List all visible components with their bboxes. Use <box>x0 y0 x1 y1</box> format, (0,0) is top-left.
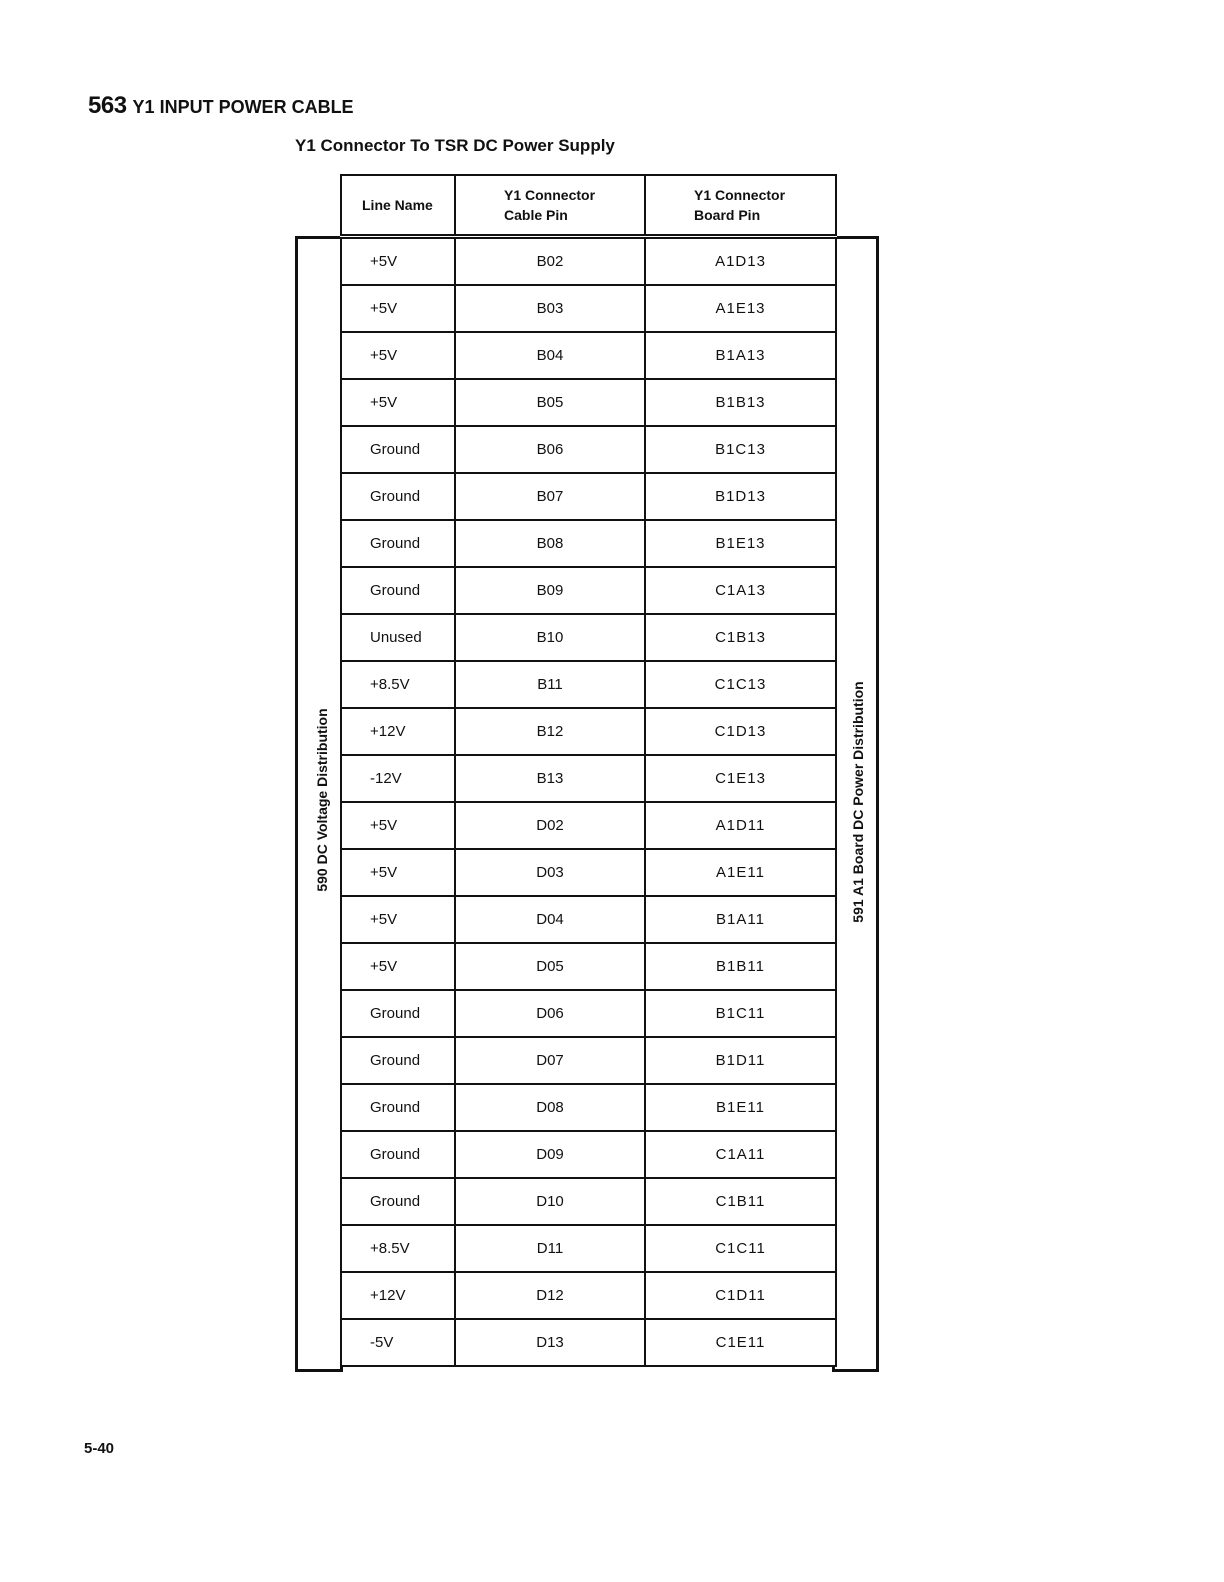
line-name-cell: +8.5V <box>341 661 455 708</box>
header-cable-pin-line1: Y1 Connector <box>504 187 596 203</box>
table-row <box>341 1319 836 1366</box>
line-name-cell: +5V <box>341 849 455 896</box>
cable-pin-cell: D13 <box>455 1319 645 1366</box>
header-cable-pin-wrap <box>456 185 644 225</box>
cable-pin-cell: B09 <box>455 567 645 614</box>
table-row <box>341 990 836 1037</box>
cable-pin-cell: B12 <box>455 708 645 755</box>
table-row <box>341 896 836 943</box>
table-row <box>341 332 836 379</box>
line-name-cell: Ground <box>341 426 455 473</box>
cable-pin-cell: D06 <box>455 990 645 1037</box>
board-pin-cell: A1D13 <box>645 237 836 286</box>
cable-pin-cell: B05 <box>455 379 645 426</box>
line-name-cell: -5V <box>341 1319 455 1366</box>
cable-pin-cell: D09 <box>455 1131 645 1178</box>
table-row <box>341 1131 836 1178</box>
header-board-pin-wrap <box>646 185 835 225</box>
board-pin-cell: C1D11 <box>645 1272 836 1319</box>
board-pin-cell: C1B13 <box>645 614 836 661</box>
board-pin-cell: C1A13 <box>645 567 836 614</box>
table-body <box>341 237 836 1367</box>
header-cable-pin-line2: Cable Pin <box>504 207 568 223</box>
board-pin-cell: A1E11 <box>645 849 836 896</box>
table-row <box>341 237 836 286</box>
table-row <box>341 426 836 473</box>
line-name-cell: Ground <box>341 473 455 520</box>
cable-pin-cell: B08 <box>455 520 645 567</box>
cable-pin-cell: D07 <box>455 1037 645 1084</box>
board-pin-cell: B1C11 <box>645 990 836 1037</box>
table-row <box>341 379 836 426</box>
cable-pin-cell: D05 <box>455 943 645 990</box>
table-row <box>341 614 836 661</box>
table-row <box>341 1037 836 1084</box>
table-row <box>341 1178 836 1225</box>
board-pin-cell: A1E13 <box>645 285 836 332</box>
table-row <box>341 943 836 990</box>
board-pin-cell: B1D11 <box>645 1037 836 1084</box>
line-name-cell: Ground <box>341 990 455 1037</box>
board-pin-cell: B1E13 <box>645 520 836 567</box>
header-board-pin-line1: Y1 Connector <box>694 187 786 203</box>
line-name-cell: +5V <box>341 802 455 849</box>
section-heading <box>88 92 354 120</box>
board-pin-cell: C1A11 <box>645 1131 836 1178</box>
cable-pin-cell: D03 <box>455 849 645 896</box>
board-pin-cell: C1E11 <box>645 1319 836 1366</box>
board-pin-cell: B1A11 <box>645 896 836 943</box>
line-name-cell: +12V <box>341 1272 455 1319</box>
board-pin-cell: C1B11 <box>645 1178 836 1225</box>
table-row <box>341 285 836 332</box>
table-row <box>341 708 836 755</box>
table-header-row <box>341 175 836 237</box>
table-row <box>341 849 836 896</box>
line-name-cell: Ground <box>341 1037 455 1084</box>
cable-pin-cell: B13 <box>455 755 645 802</box>
section-number: 563 <box>88 92 127 119</box>
header-board-pin-line2: Board Pin <box>694 207 761 223</box>
cable-pin-cell: B06 <box>455 426 645 473</box>
line-name-cell: +5V <box>341 943 455 990</box>
board-pin-cell: A1D11 <box>645 802 836 849</box>
cable-pin-cell: D02 <box>455 802 645 849</box>
table-row <box>341 567 836 614</box>
line-name-cell: Ground <box>341 1131 455 1178</box>
board-pin-cell: B1C13 <box>645 426 836 473</box>
line-name-cell: +12V <box>341 708 455 755</box>
line-name-cell: +5V <box>341 896 455 943</box>
cable-pin-cell: B02 <box>455 237 645 286</box>
table-row <box>341 755 836 802</box>
board-pin-cell: C1D13 <box>645 708 836 755</box>
cable-pin-cell: B10 <box>455 614 645 661</box>
line-name-cell: -12V <box>341 755 455 802</box>
table-row <box>341 802 836 849</box>
cable-pin-cell: B03 <box>455 285 645 332</box>
page-number: 5-40 <box>84 1440 115 1457</box>
cable-pin-cell: B04 <box>455 332 645 379</box>
section-title: Y1 INPUT POWER CABLE <box>132 97 354 117</box>
cable-pin-cell: B11 <box>455 661 645 708</box>
line-name-cell: Ground <box>341 1084 455 1131</box>
table-row <box>341 520 836 567</box>
line-name-cell: Ground <box>341 1178 455 1225</box>
cable-pin-cell: D04 <box>455 896 645 943</box>
cable-pin-cell: D12 <box>455 1272 645 1319</box>
line-name-cell: +5V <box>341 332 455 379</box>
cable-pin-cell: D08 <box>455 1084 645 1131</box>
board-pin-cell: C1C11 <box>645 1225 836 1272</box>
table-row <box>341 1225 836 1272</box>
board-pin-cell: B1D13 <box>645 473 836 520</box>
board-pin-cell: C1E13 <box>645 755 836 802</box>
left-side-label: 590 DC Voltage Distribution <box>314 708 330 892</box>
header-line-name <box>341 175 455 237</box>
cable-pin-cell: D10 <box>455 1178 645 1225</box>
cable-pin-cell: D11 <box>455 1225 645 1272</box>
table-row <box>341 1084 836 1131</box>
line-name-cell: Ground <box>341 520 455 567</box>
header-cable-pin <box>455 175 645 237</box>
header-board-pin <box>645 175 836 237</box>
table-row <box>341 473 836 520</box>
table-row <box>341 661 836 708</box>
line-name-cell: Unused <box>341 614 455 661</box>
right-side-label: 591 A1 Board DC Power Distribution <box>850 681 866 923</box>
board-pin-cell: C1C13 <box>645 661 836 708</box>
pin-assignment-table <box>340 174 837 1367</box>
line-name-cell: +8.5V <box>341 1225 455 1272</box>
line-name-cell: +5V <box>341 237 455 286</box>
board-pin-cell: B1E11 <box>645 1084 836 1131</box>
table-row <box>341 1272 836 1319</box>
board-pin-cell: B1B11 <box>645 943 836 990</box>
header-line-name-text: Line Name <box>362 197 433 213</box>
table-subtitle: Y1 Connector To TSR DC Power Supply <box>295 136 615 155</box>
board-pin-cell: B1B13 <box>645 379 836 426</box>
cable-pin-cell: B07 <box>455 473 645 520</box>
board-pin-cell: B1A13 <box>645 332 836 379</box>
line-name-cell: +5V <box>341 285 455 332</box>
line-name-cell: +5V <box>341 379 455 426</box>
line-name-cell: Ground <box>341 567 455 614</box>
